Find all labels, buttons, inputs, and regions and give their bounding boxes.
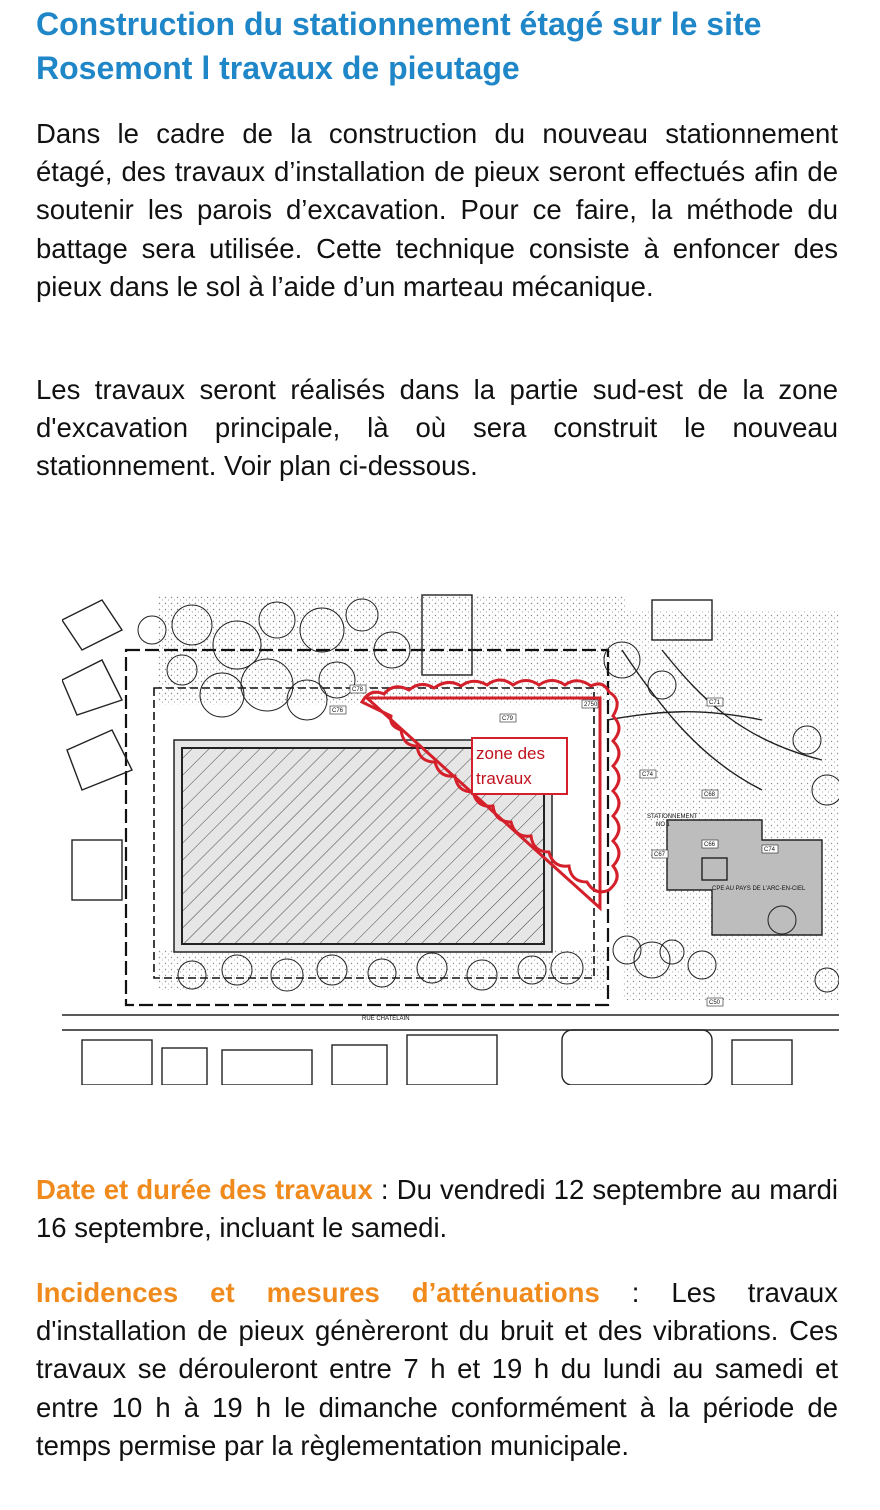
- parking-label: STATIONNEMENT: [647, 814, 698, 820]
- dates-text: : Du vendredi 12 septembre au mardi 16 septembre, incluant le samedi.: [36, 1174, 838, 1244]
- svg-text:C50: C50: [709, 1000, 721, 1006]
- article-title: Construction du stationnement étagé sur le site Rosemont l travaux de pieutage: [36, 6, 762, 86]
- svg-text:C67: C67: [654, 852, 666, 858]
- impacts-text: : Les travaux d'installation de pieux génèreront du bruit et des vibrations. Ces travaux se dérouleront entre 7 h et 19 h du lundi au samedi et entre 10 h à 19 h le dimanche conformément à la période de temps permise par la règlementation municipale.: [36, 1277, 838, 1461]
- impacts-label: Incidences et mesures d’atténuations: [36, 1277, 600, 1308]
- svg-text:C74: C74: [764, 847, 776, 853]
- zone-label-line1: zone des: [476, 744, 545, 763]
- intro-paragraph: Dans le cadre de la construction du nouveau stationnement étagé, des travaux d’installation de pieux seront effectués afin de soutenir les parois d’excavation. Pour ce faire, la méthode du battage sera utilisée. Cette technique consiste à enfoncer des pieux dans le sol à l’aide d’un marteau mécanique.: [36, 118, 838, 302]
- location-paragraph: Les travaux seront réalisés dans la partie sud-est de la zone d'excavation principale, là où sera construit le nouveau stationnement. Voir plan ci-dessous.: [36, 374, 838, 482]
- site-plan-image: [62, 590, 839, 1085]
- street-label: RUE CHATELAIN: [362, 1016, 410, 1022]
- impacts-paragraph: [36, 1274, 838, 1465]
- svg-text:C66: C66: [704, 842, 716, 848]
- cpe-label: CPE AU PAYS DE L'ARC-EN-CIEL: [712, 886, 806, 892]
- zone-label-line2: travaux: [476, 769, 532, 788]
- svg-text:C78: C78: [352, 687, 364, 693]
- dates-label: Date et durée des travaux: [36, 1174, 373, 1205]
- svg-text:C74: C74: [642, 772, 654, 778]
- svg-text:C71: C71: [709, 700, 721, 706]
- parking-number-label: NO 1: [656, 822, 671, 828]
- svg-text:C68: C68: [704, 792, 716, 798]
- svg-text:C79: C79: [502, 716, 514, 722]
- svg-text:2750: 2750: [584, 702, 598, 708]
- dates-paragraph: [36, 1171, 838, 1247]
- svg-text:C76: C76: [332, 708, 344, 714]
